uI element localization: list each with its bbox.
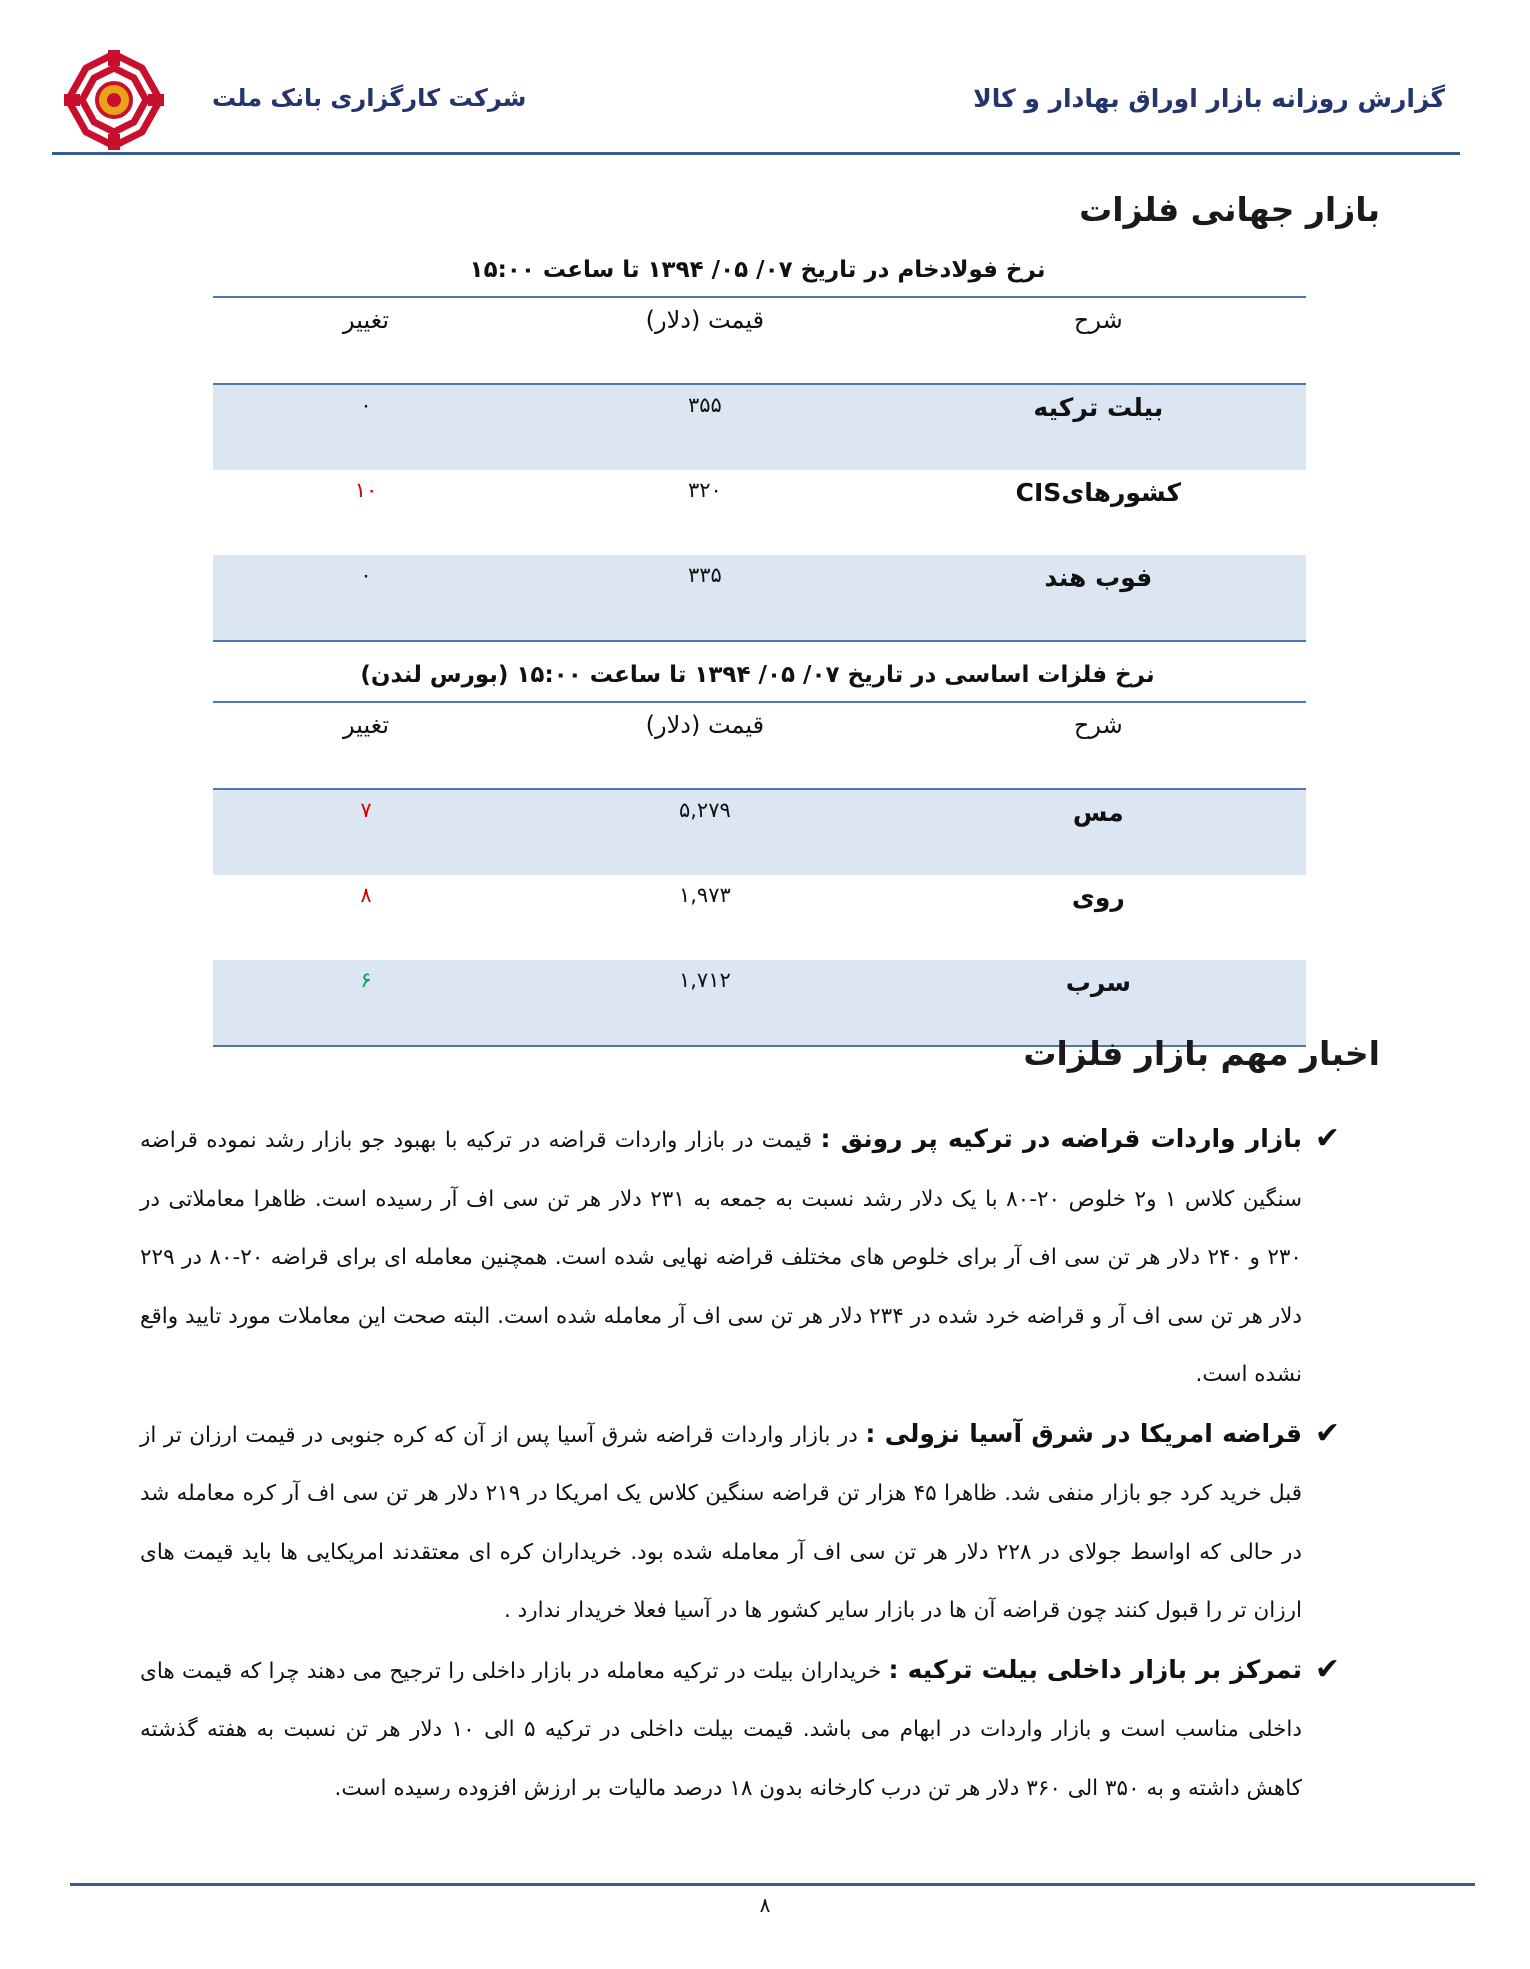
row-change: ۷ [213,789,519,875]
row-change: ۸ [360,883,372,907]
news-title: بازار واردات قراضه در ترکیه پر رونق : [820,1124,1302,1153]
news-item [140,1110,1340,1405]
news-list [140,1110,1340,1818]
row-desc: روی [1071,883,1125,912]
checkmark-icon: ✔ [1314,1415,1340,1451]
news-body: قیمت در بازار واردات قراضه در ترکیه با بهبود جو بازار رشد نموده قراضه سنگین کلاس ۱ و۲ خلوص ۲۰-۸۰ با یک دلار رشد نسبت به جمعه به ۲۳۱ دلار هر تن سی اف آر رسیده است. ظاهرا معاملاتی در ۲۳۰ و ۲۴۰ دلار هر تن سی اف آر برای خلوص های مختلف قراضه نهایی شده است. همچنین معامله ای برای قراضه ۲۰-۸۰ در ۲۲۹ دلار هر تن سی اف آر و قراضه خرد شده در ۲۳۴ دلار هر تن سی اف آر معامله شده است. البته صحت این معاملات مورد تایید واقع نشده است. [140,1128,1303,1387]
news-item [140,1641,1340,1819]
steel-table-caption: نرخ فولادخام در تاریخ ۰۷/ ۰۵/ ۱۳۹۴ تا ساعت ۱۵:۰۰ [469,257,1046,283]
news-body: خریداران بیلت در ترکیه معامله در بازار داخلی را ترجیح می دهند چرا که قیمت های داخلی مناسب است و بازار واردات در ابهام می باشد. قیمت بیلت داخلی در ترکیه ۵ الی ۱۰ دلار هر تن نسبت به هفته گذشته کاهش داشته و به ۳۵۰ الی ۳۶۰ دلار هر تن درب کارخانه بدون ۱۸ درصد مالیات بر ارزش افزوده رسیده است. [140,1658,1302,1801]
row-price: ۱,۹۷۳ [678,883,731,907]
news-title: قراضه امریکا در شرق آسیا نزولی : [865,1418,1302,1448]
table-header-row [213,297,1306,384]
table-header-row [213,702,1306,789]
table-row [213,384,1306,470]
row-price: ۳۵۵ [519,384,891,470]
table-row [213,555,1306,641]
header-price: قیمت (دلار) [519,702,891,789]
row-change: ۶ [213,960,519,1046]
page-number: ۸ [759,1893,771,1917]
row-change: ۰ [213,555,519,641]
section-title-news: اخبار مهم بازار فلزات [1023,1034,1380,1073]
base-metals-price-table [213,701,1306,1047]
row-change: ۱۰ [354,478,378,502]
table-row [213,875,1306,960]
header-divider [52,152,1460,155]
row-desc: مس [891,789,1306,875]
table-row [213,470,1306,555]
news-body: در بازار واردات قراضه شرق آسیا پس از آن که کره جنوبی در قیمت ارزان تر از قبل خرید کرد جو بازار منفی شد. ظاهرا ۴۵ هزار تن قراضه سنگین کلاس یک امریکا در ۲۱۹ دلار هر تن سی اف آر کره معامله شد در حالی که اواسط جولای در ۲۲۸ دلار هر تن سی اف آر معامله شده بود. خریداران کره ای معتقدند امریکایی ها باید قیمت های ارزان تر را قبول کنند چون قراضه آن ها در بازار سایر کشور ها در آسیا فعلا خریدار ندارد . [140,1422,1303,1623]
header-desc: شرح [891,297,1306,384]
steel-price-table [213,296,1306,642]
report-title: گزارش روزانه بازار اوراق بهادار و کالا [973,84,1445,113]
header-change: تغییر [213,702,519,789]
row-desc: سرب [891,960,1306,1046]
base-metals-table-caption: نرخ فلزات اساسی در تاریخ ۰۷/ ۰۵/ ۱۳۹۴ تا ساعت ۱۵:۰۰ (بورس لندن) [360,662,1155,688]
row-price: ۳۲۰ [687,478,722,502]
row-change: ۰ [213,384,519,470]
footer-divider [70,1883,1475,1886]
header-change: تغییر [213,297,519,384]
row-price: ۱,۷۱۲ [519,960,891,1046]
company-logo-icon [62,48,166,152]
company-name: شرکت کارگزاری بانک ملت [212,84,527,112]
row-desc: بیلت ترکیه [891,384,1306,470]
header-desc: شرح [891,702,1306,789]
row-price: ۳۳۵ [519,555,891,641]
row-desc: فوب هند [891,555,1306,641]
header-price: قیمت (دلار) [519,297,891,384]
table-row [213,789,1306,875]
row-desc: کشورهایCIS [1015,478,1181,507]
checkmark-icon: ✔ [1314,1651,1340,1687]
news-item [140,1405,1340,1641]
news-title: تمرکز بر بازار داخلی بیلت ترکیه : [888,1654,1302,1684]
section-title-metals: بازار جهانی فلزات [1079,190,1380,229]
checkmark-icon: ✔ [1314,1121,1340,1156]
row-price: ۵,۲۷۹ [519,789,891,875]
